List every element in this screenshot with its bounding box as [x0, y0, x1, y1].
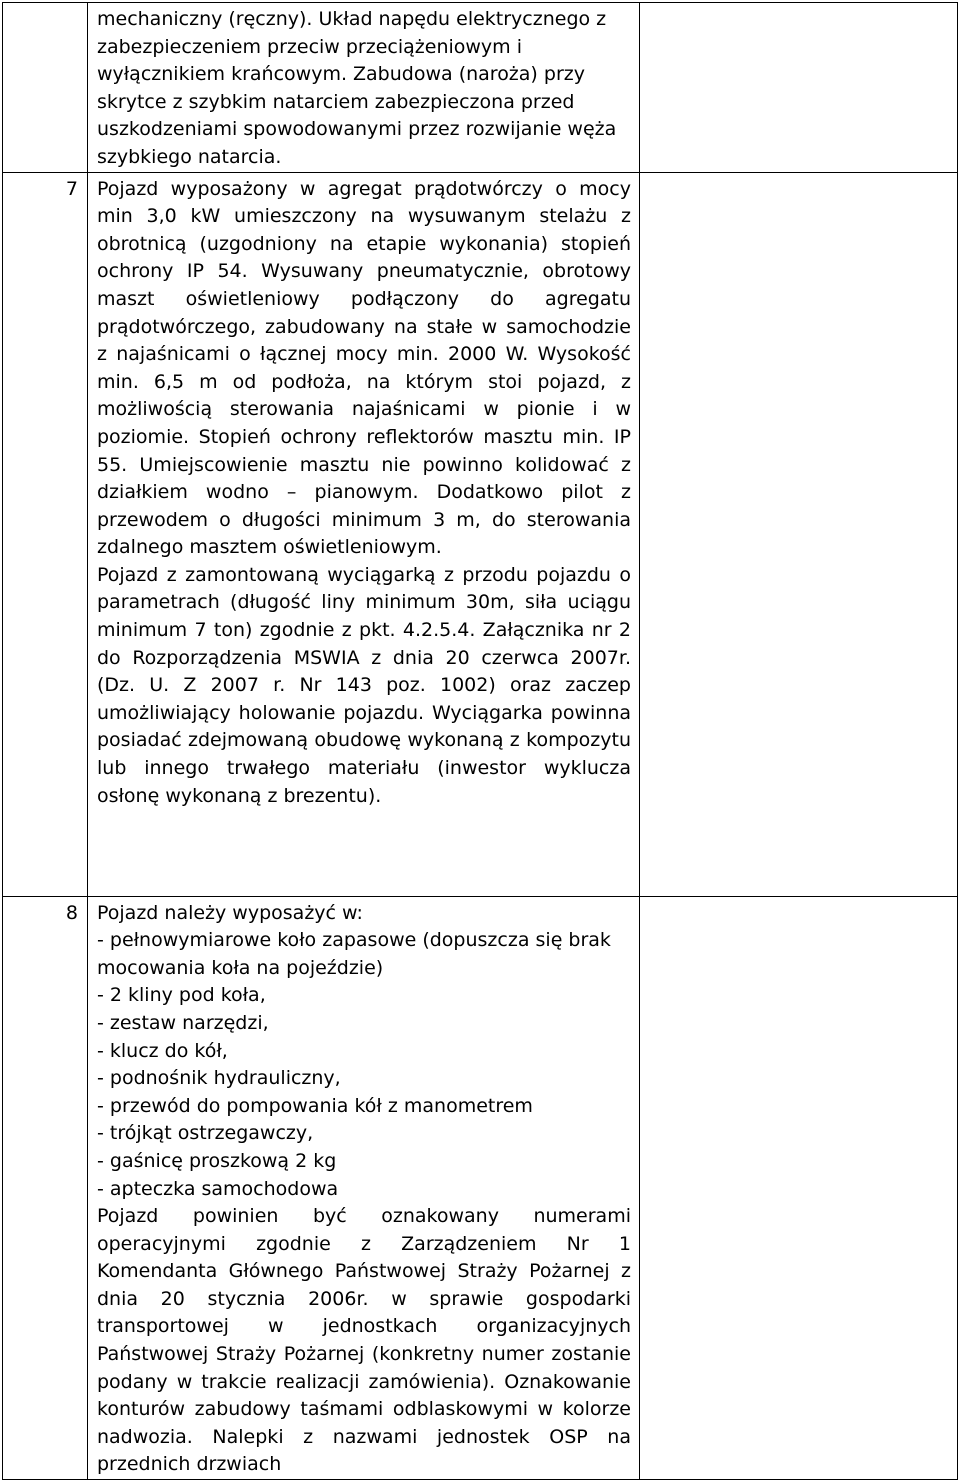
list-item: - pełnowymiarowe koło zapasowe (dopuszcza się brak mocowania koła na pojeździe) [97, 929, 611, 979]
list-item: - klucz do kół, [97, 1039, 228, 1062]
paragraph: mechaniczny (ręczny). Układ napędu elektrycznego z zabezpieczeniem przeciw przeciążeniowym i wyłącznikiem krańcowym. Zabudowa (naroża) przy skrytce z szybkim natarciem zabezpieczona przed uszkodzeniami spowodowanymi przez rozwijanie węża szybkiego natarcia. [97, 8, 617, 168]
paragraph: Pojazd powinien być oznakowany numerami operacyjnymi zgodnie z Zarządzeniem Nr 1 Komendanta Głównego Państwowej Straży Pożarnej z dnia 20 stycznia 2006r. w sprawie gospodarki transportowej w jednostkach organizacyjnych Państwowej Straży Pożarnej (konkretny numer zostanie podany w trakcie realizacji zamówienia). Oznakowanie konturów zabudowy taśmami odblaskowymi w kolorze nadwozia. Nalepki z nazwami jednostek OSP na przednich drzwiach [97, 1205, 631, 1476]
list-item: - 2 kliny pod koła, [97, 984, 266, 1007]
list-item: - podnośnik hydrauliczny, [97, 1067, 341, 1090]
paragraph: Pojazd z zamontowaną wyciągarką z przodu pojazdu o parametrach (długość liny minimum 30m, siła uciągu minimum 7 ton) zgodnie z pkt. 4.2.5.4. Załącznika nr 2 do Rozporządzenia MSWIA z dnia 20 czerwca 2007r. (Dz. U. Z 2007 r. Nr 143 poz. 1002) oraz zaczep umożliwiający holowanie pojazdu. Wyciągarka powinna posiadać zdejmowaną obudowę wykonaną z kompozytu lub innego trwałego materiału (inwestor wyklucza osłonę wykonaną z brezentu). [97, 563, 631, 807]
empty-cell [640, 3, 958, 173]
list-intro: Pojazd należy wyposażyć w: [97, 901, 363, 924]
table-row [3, 896, 958, 1479]
equipment-list [97, 927, 631, 1203]
list-item: - apteczka samochodowa [97, 1177, 339, 1200]
specification-table [2, 2, 958, 1480]
row-description [88, 3, 640, 173]
table-row [3, 3, 958, 173]
list-item: - przewód do pompowania kół z manometrem [97, 1094, 533, 1117]
table-row [3, 172, 958, 896]
empty-cell [640, 172, 958, 896]
list-item: - zestaw narzędzi, [97, 1011, 269, 1034]
row-number: 7 [3, 172, 88, 896]
empty-cell [640, 896, 958, 1479]
row-number: 8 [3, 896, 88, 1479]
list-item: - trójkąt ostrzegawczy, [97, 1122, 314, 1145]
row-description [88, 172, 640, 896]
row-number [3, 3, 88, 173]
paragraph: Pojazd wyposażony w agregat prądotwórczy o mocy min 3,0 kW umieszczony na wysuwanym stelażu z obrotnicą (uzgodniony na etapie wykonania) stopień ochrony IP 54. Wysuwany pneumatycznie, obrotowy maszt oświetleniowy podłączony do agregatu prądotwórczego, zabudowany na stałe w samochodzie z najaśnicami o łącznej mocy min. 2000 W. Wysokość min. 6,5 m od podłoża, na którym stoi pojazd, z możliwością sterowania najaśnicami w pionie i w poziomie. Stopień ochrony reflektorów masztu min. IP 55. Umiejscowienie masztu nie powinno kolidować z działkiem wodno – pianowym. Dodatkowo pilot z przewodem o długości minimum 3 m, do sterowania zdalnego masztem oświetleniowym. [97, 177, 631, 559]
list-item: - gaśnicę proszkową 2 kg [97, 1149, 337, 1172]
row-description [88, 896, 640, 1479]
